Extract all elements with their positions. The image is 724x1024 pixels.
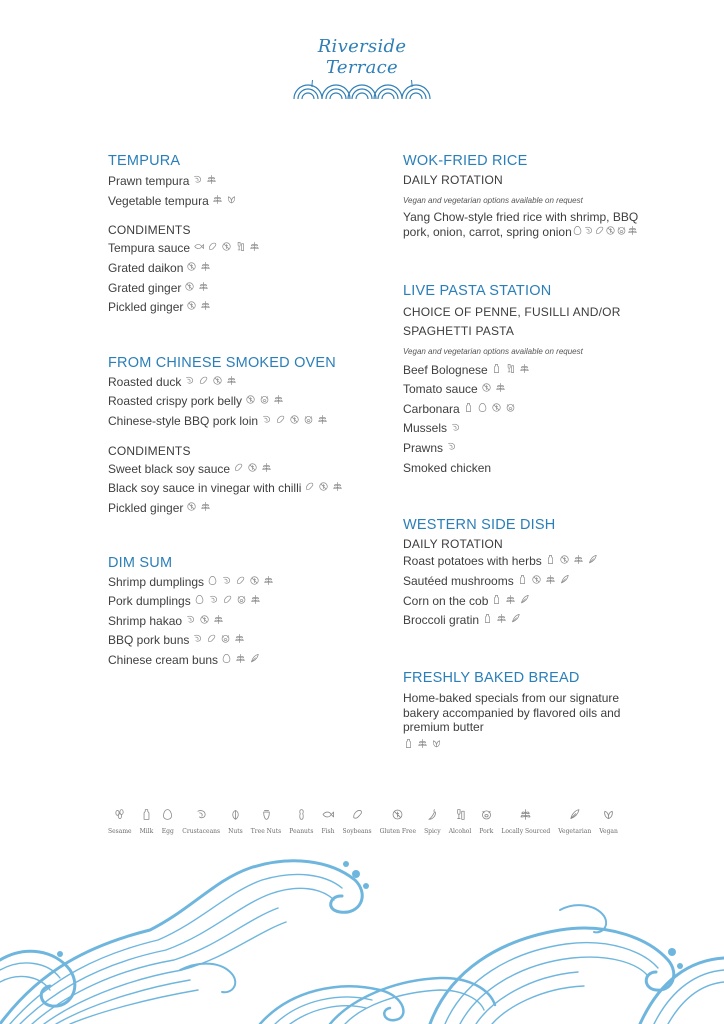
- locally-sourced-icon: [213, 612, 224, 632]
- gluten-free-icon: [199, 612, 210, 632]
- allergen-legend: [108, 808, 618, 835]
- vegan-icon: [431, 736, 442, 754]
- milk-icon: [517, 572, 528, 592]
- locally-sourced-icon: [545, 572, 556, 592]
- item-name: Sweet black soy sauce: [108, 461, 231, 476]
- legend-label: Pork: [479, 828, 494, 835]
- locally-sourced-icon: [417, 736, 428, 754]
- item-name: Chinese cream buns: [108, 653, 219, 667]
- legend-label: Fish: [321, 828, 335, 835]
- item-name: Roast potatoes with herbs: [403, 554, 542, 569]
- pork-icon: [303, 412, 314, 432]
- item-name: Shrimp hakao: [108, 613, 183, 628]
- menu-item: [108, 298, 368, 318]
- gluten-free-icon: [221, 239, 232, 259]
- legend-glyph: [426, 808, 439, 826]
- item-name: Roasted crispy pork belly: [108, 394, 243, 409]
- item-name: Grated ginger: [108, 280, 182, 295]
- crustaceans-icon: [184, 373, 195, 393]
- legend-item: [321, 808, 334, 835]
- locally-sourced-icon: [249, 239, 260, 259]
- menu-item: [108, 479, 368, 499]
- gluten-free-icon: [318, 479, 329, 499]
- gluten-free-icon: [249, 573, 260, 593]
- section-title-live-pasta: LIVE PASTA STATION: [403, 282, 552, 299]
- allergen-icons: [230, 462, 272, 476]
- allergen-icons: [447, 421, 461, 435]
- locally-sourced-icon: [505, 592, 516, 612]
- crustaceans-icon: [192, 631, 203, 651]
- gluten-free-icon: [247, 460, 258, 480]
- gluten-free-icon: [491, 400, 502, 420]
- item-name: Broccoli gratin: [403, 613, 480, 628]
- legend-item: [479, 808, 493, 835]
- western-list: [403, 552, 643, 631]
- menu-item: [108, 412, 368, 432]
- fish-icon: [193, 239, 204, 259]
- menu-item: [403, 611, 643, 631]
- legend-item: [161, 808, 174, 835]
- soybeans-icon: [275, 412, 286, 432]
- allergen-icons: [479, 613, 521, 627]
- legend-glyph: [260, 808, 273, 826]
- item-name: Carbonara: [403, 401, 460, 416]
- section-title-tempura: TEMPURA: [108, 153, 181, 169]
- restaurant-logo: [278, 36, 446, 100]
- item-name: BBQ pork buns: [108, 633, 190, 648]
- allergen-icons: [190, 241, 260, 255]
- soybeans-icon: [235, 573, 246, 593]
- soybeans-icon: [304, 479, 315, 499]
- item-name: Roasted duck: [108, 374, 182, 389]
- section-subtitle: CHOICE OF PENNE, FUSILLI AND/OR: [403, 304, 621, 319]
- pork-icon: [480, 808, 493, 825]
- menu-item: [108, 499, 368, 519]
- description-text: Yang Chow-style fried rice with shrimp, BBQ pork, onion, carrot, spring onion: [403, 210, 639, 239]
- menu-item: [108, 279, 368, 299]
- gluten-free-icon: [186, 499, 197, 519]
- vegan-icon: [226, 192, 237, 212]
- legend-item: [424, 808, 441, 835]
- legend-label: Crustaceans: [182, 828, 221, 835]
- section-title-western-side: WESTERN SIDE DISH: [403, 517, 556, 534]
- locally-sourced-icon: [261, 460, 272, 480]
- locally-sourced-icon: [496, 611, 507, 631]
- menu-item: [403, 361, 643, 381]
- allergen-icons: [218, 653, 260, 667]
- legend-item: [599, 808, 618, 835]
- locally-sourced-icon: [200, 499, 211, 519]
- locally-sourced-icon: [250, 592, 261, 612]
- condiments-heading: CONDIMENTS: [108, 223, 191, 238]
- dietary-note: Vegan and vegetarian options available on request: [403, 196, 583, 205]
- legend-glyph: [295, 808, 308, 826]
- item-name: Smoked chicken: [403, 460, 492, 475]
- smoked-list: [108, 373, 368, 432]
- milk-icon: [463, 400, 474, 420]
- legend-label: Tree Nuts: [250, 828, 282, 835]
- menu-item: [108, 573, 368, 593]
- item-name: Sautéed mushrooms: [403, 573, 514, 588]
- legend-glyph: [602, 808, 615, 826]
- vegetarian-icon: [249, 651, 260, 671]
- item-name: Prawn tempura: [108, 174, 190, 188]
- milk-icon: [403, 736, 414, 754]
- milk-icon: [545, 552, 556, 572]
- allergen-icons: [400, 737, 442, 751]
- locally-sourced-icon: [317, 412, 328, 432]
- crustaceans-icon: [261, 412, 272, 432]
- gluten-free-icon: [245, 392, 256, 412]
- section-title-wok-fried-rice: WOK-FRIED RICE: [403, 153, 528, 169]
- gluten-free-icon: [289, 412, 300, 432]
- item-name: Prawns: [403, 441, 444, 456]
- pork-icon: [236, 592, 247, 612]
- locally-sourced-icon: [332, 479, 343, 499]
- allergen-icons: [443, 441, 457, 455]
- menu-item: [108, 460, 368, 480]
- gluten-free-icon: [605, 225, 616, 239]
- menu-item: [108, 392, 368, 412]
- soybeans-icon: [207, 239, 218, 259]
- pasta-list: [403, 361, 643, 479]
- legend-label: Milk: [139, 828, 154, 835]
- legend-item: [140, 808, 154, 835]
- legend-glyph: [321, 808, 334, 826]
- gluten-free-icon: [184, 279, 195, 299]
- legend-glyph: [195, 808, 208, 826]
- egg-icon: [572, 225, 583, 239]
- menu-item: [108, 259, 368, 279]
- locally-sourced-icon: [519, 361, 530, 381]
- allergen-icons: [301, 481, 343, 495]
- allergen-icons: [242, 394, 284, 408]
- locally-sourced-icon: [263, 573, 274, 593]
- crustaceans-icon: [583, 225, 594, 239]
- crustaceans-icon: [195, 808, 208, 825]
- condiments-heading: CONDIMENTS: [108, 443, 191, 458]
- section-subtitle: DAILY ROTATION: [403, 537, 503, 552]
- legend-glyph: [568, 808, 581, 826]
- section-title-smoked-oven: FROM CHINESE SMOKED OVEN: [108, 354, 336, 371]
- gluten-free-icon: [186, 298, 197, 318]
- pork-icon: [259, 392, 270, 412]
- item-name: Black soy sauce in vinegar with chilli: [108, 481, 302, 496]
- menu-item: [108, 651, 368, 671]
- pork-icon: [505, 400, 516, 420]
- vegetarian-icon: [510, 611, 521, 631]
- menu-item: [108, 239, 368, 259]
- egg-icon: [221, 651, 232, 671]
- vegetarian-icon: [587, 552, 598, 572]
- item-name: Tomato sauce: [403, 382, 478, 397]
- allergen-icons: [183, 300, 211, 314]
- locally-sourced-icon: [495, 380, 506, 400]
- egg-icon: [477, 400, 488, 420]
- legend-label: Sesame: [108, 828, 132, 835]
- legend-item: [228, 808, 243, 835]
- legend-label: Peanuts: [289, 828, 314, 835]
- section-subtitle: DAILY ROTATION: [403, 173, 503, 187]
- milk-icon: [140, 808, 153, 825]
- allergen-icons: [209, 194, 237, 208]
- logo-line-1: Riverside: [317, 36, 407, 57]
- gluten-free-icon: [186, 259, 197, 279]
- allergen-icons: [182, 614, 224, 628]
- item-name: Beef Bolognese: [403, 362, 488, 377]
- locally-sourced-icon: [573, 552, 584, 572]
- dim-sum-list: [108, 573, 368, 671]
- menu-item: [108, 172, 368, 192]
- soybeans-icon: [222, 592, 233, 612]
- allergen-icons: [183, 261, 211, 275]
- locally-sourced-icon: [200, 259, 211, 279]
- legend-item: [108, 808, 132, 835]
- allergen-icons: [189, 633, 245, 647]
- fish-icon: [321, 808, 334, 825]
- item-name: Pickled ginger: [108, 300, 184, 315]
- allergen-icons: [191, 594, 261, 608]
- allergen-icons: [488, 594, 530, 608]
- item-name: Vegetable tempura: [108, 193, 209, 208]
- legend-glyph: [229, 808, 242, 826]
- crustaceans-icon: [208, 592, 219, 612]
- legend-label: Locally Sourced: [501, 828, 551, 835]
- peanuts-icon: [295, 808, 308, 825]
- legend-glyph: [351, 808, 364, 826]
- gluten-free-icon: [212, 373, 223, 393]
- legend-label: Vegan: [599, 828, 618, 835]
- locally-sourced-icon: [235, 651, 246, 671]
- legend-label: Soybeans: [342, 828, 372, 835]
- gluten-free-icon: [531, 572, 542, 592]
- allergen-icons: [572, 225, 638, 239]
- locally-sourced-icon: [519, 808, 532, 825]
- allergen-icons: [542, 554, 598, 568]
- left-column: [108, 152, 368, 671]
- allergen-icons: [181, 281, 209, 295]
- allergen-icons: [460, 402, 516, 416]
- item-name: Grated daikon: [108, 260, 184, 275]
- vegan-icon: [602, 808, 615, 825]
- tree-nuts-icon: [260, 808, 273, 825]
- allergen-icons: [204, 575, 274, 589]
- menu-item: [403, 552, 643, 572]
- crustaceans-icon: [192, 172, 203, 192]
- menu-item: [403, 400, 643, 420]
- item-name: Pork dumplings: [108, 594, 191, 609]
- legend-glyph: [480, 808, 493, 826]
- rice-description: [403, 210, 643, 240]
- section-subtitle: SPAGHETTI PASTA: [403, 323, 515, 338]
- locally-sourced-icon: [206, 172, 217, 192]
- alcohol-icon: [505, 361, 516, 381]
- menu-item: [403, 380, 643, 400]
- right-column: [403, 152, 643, 754]
- menu-item: [403, 459, 643, 479]
- legend-item: [343, 808, 372, 835]
- gluten-free-icon: [481, 380, 492, 400]
- menu-item: [108, 192, 368, 212]
- allergen-icons: [488, 363, 530, 377]
- allergen-icons: [478, 382, 506, 396]
- legend-label: Nuts: [228, 828, 243, 835]
- egg-icon: [161, 808, 174, 825]
- bread-description: Home-baked specials from our signature bakery accompanied by flavored oils and premium butter: [403, 690, 621, 735]
- locally-sourced-icon: [212, 192, 223, 212]
- soybeans-icon: [351, 808, 364, 825]
- crustaceans-icon: [446, 439, 457, 459]
- spicy-icon: [426, 808, 439, 825]
- section-title-bread: FRESHLY BAKED BREAD: [403, 669, 580, 686]
- legend-item: [449, 808, 472, 835]
- gluten-free-icon: [391, 808, 404, 825]
- menu-item: [108, 631, 368, 651]
- pork-icon: [220, 631, 231, 651]
- locally-sourced-icon: [200, 298, 211, 318]
- vegetarian-icon: [559, 572, 570, 592]
- dietary-note: Vegan and vegetarian options available on request: [403, 346, 583, 356]
- legend-glyph: [519, 808, 532, 826]
- crustaceans-icon: [450, 420, 461, 440]
- soybeans-icon: [206, 631, 217, 651]
- legend-label: Gluten Free: [379, 828, 417, 835]
- legend-item: [251, 808, 281, 835]
- legend-label: Vegetarian: [558, 828, 592, 835]
- alcohol-icon: [454, 808, 467, 825]
- nuts-icon: [229, 808, 242, 825]
- milk-icon: [491, 361, 502, 381]
- crustaceans-icon: [221, 573, 232, 593]
- allergen-icons: [189, 174, 217, 188]
- allergen-icons: [181, 375, 237, 389]
- item-name: Chinese-style BBQ pork loin: [108, 414, 259, 428]
- allergen-icons: [514, 574, 570, 588]
- legend-label: Spicy: [424, 828, 441, 835]
- milk-icon: [482, 611, 493, 631]
- decorative-waves: [0, 850, 724, 1024]
- egg-icon: [207, 573, 218, 593]
- bread-icons: [403, 735, 643, 754]
- legend-glyph: [454, 808, 467, 826]
- alcohol-icon: [235, 239, 246, 259]
- logo-wave-icon: [292, 80, 432, 100]
- locally-sourced-icon: [234, 631, 245, 651]
- legend-label: Egg: [161, 828, 174, 835]
- milk-icon: [491, 592, 502, 612]
- soybeans-icon: [198, 373, 209, 393]
- legend-glyph: [161, 808, 174, 826]
- tempura-condiments-list: [108, 239, 368, 318]
- legend-item: [380, 808, 416, 835]
- legend-item: [182, 808, 220, 835]
- item-name: Shrimp dumplings: [108, 574, 205, 589]
- legend-glyph: [140, 808, 153, 826]
- menu-item: [108, 612, 368, 632]
- allergen-icons: [258, 414, 328, 428]
- tempura-list: [108, 172, 368, 211]
- item-name: Tempura sauce: [108, 241, 191, 256]
- menu-item: [108, 592, 368, 612]
- locally-sourced-icon: [273, 392, 284, 412]
- menu-item: [403, 419, 643, 439]
- crustaceans-icon: [185, 612, 196, 632]
- locally-sourced-icon: [226, 373, 237, 393]
- egg-icon: [194, 592, 205, 612]
- sesame-icon: [113, 808, 126, 825]
- gluten-free-icon: [559, 552, 570, 572]
- item-name: Mussels: [403, 421, 448, 436]
- menu-item: [108, 373, 368, 393]
- vegetarian-icon: [568, 808, 581, 825]
- smoked-condiments-list: [108, 460, 368, 519]
- logo-line-2: Terrace: [325, 57, 399, 78]
- legend-label: Alcohol: [448, 828, 472, 835]
- menu-item: [403, 572, 643, 592]
- vegetarian-icon: [519, 592, 530, 612]
- locally-sourced-icon: [198, 279, 209, 299]
- legend-item: [558, 808, 591, 835]
- menu-item: [403, 439, 643, 459]
- section-title-dim-sum: DIM SUM: [108, 554, 173, 571]
- allergen-icons: [183, 501, 211, 515]
- menu-item: [403, 592, 643, 612]
- item-name: Corn on the cob: [403, 593, 489, 608]
- legend-glyph: [391, 808, 404, 826]
- legend-glyph: [113, 808, 126, 826]
- legend-item: [289, 808, 313, 835]
- legend-item: [501, 808, 550, 835]
- soybeans-icon: [594, 225, 605, 239]
- locally-sourced-icon: [627, 225, 638, 239]
- pork-icon: [616, 225, 627, 239]
- soybeans-icon: [233, 460, 244, 480]
- item-name: Pickled ginger: [108, 500, 184, 515]
